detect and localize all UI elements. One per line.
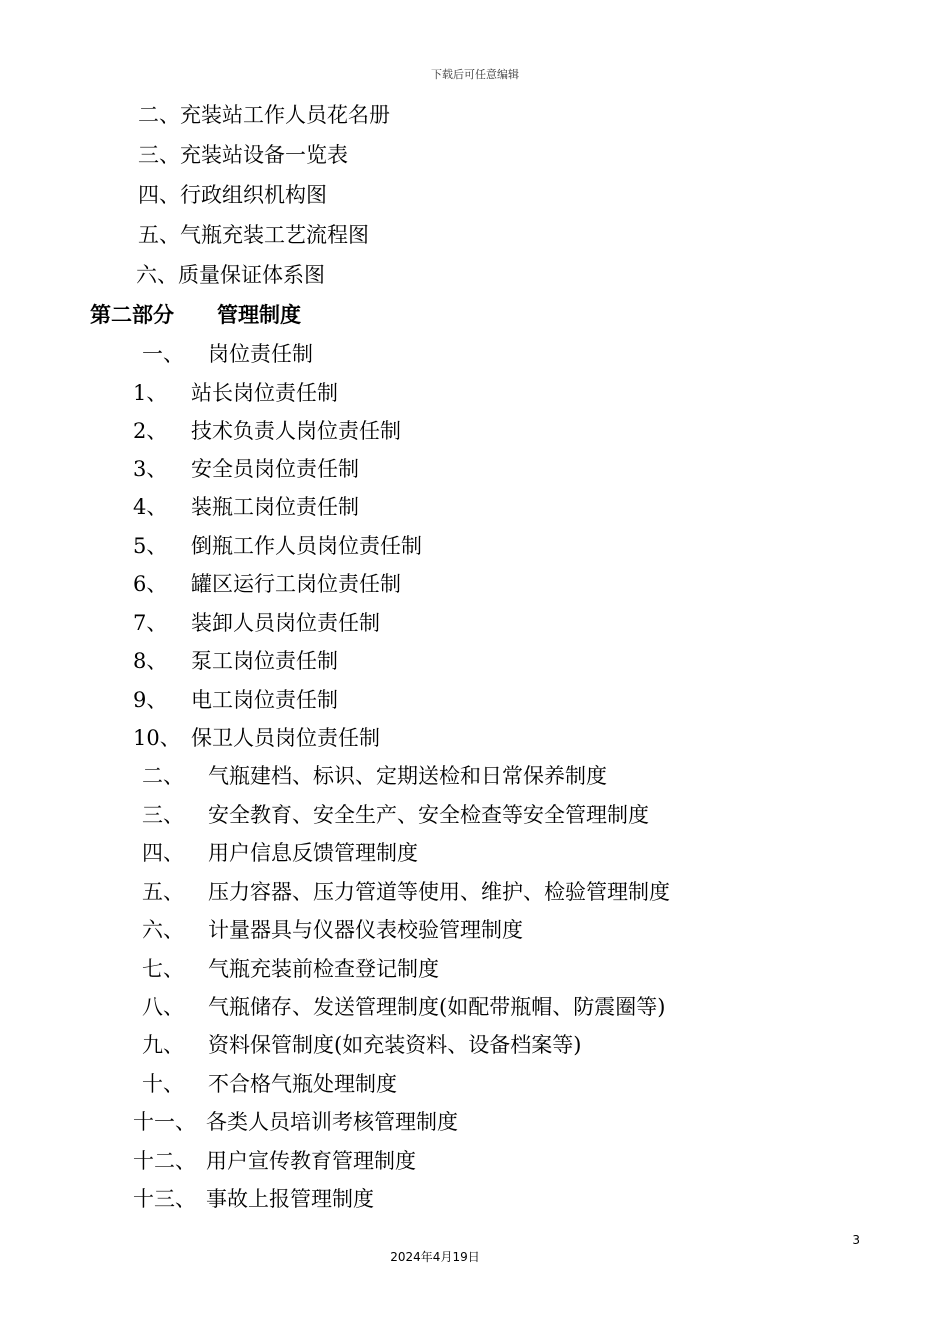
section-number: 五、 — [142, 880, 184, 904]
list-item: 五、气瓶充装工艺流程图 — [138, 223, 369, 247]
section-text: 用户信息反馈管理制度 — [208, 841, 418, 865]
section-number: 十一、 — [133, 1110, 196, 1134]
item-number: 2、 — [133, 419, 168, 443]
list-item — [133, 687, 338, 713]
section-item — [142, 802, 649, 828]
section-text: 事故上报管理制度 — [206, 1187, 374, 1211]
section-text: 各类人员培训考核管理制度 — [206, 1110, 458, 1134]
item-text: 倒瓶工作人员岗位责任制 — [191, 534, 422, 558]
list-item — [133, 648, 338, 674]
section-item — [142, 1071, 397, 1097]
item-number: 3、 — [133, 457, 168, 481]
section-text: 计量器具与仪器仪表校验管理制度 — [208, 918, 523, 942]
section-number: 六、 — [142, 918, 184, 942]
item-text: 技术负责人岗位责任制 — [191, 419, 401, 443]
section-text: 不合格气瓶处理制度 — [208, 1072, 397, 1096]
list-item — [133, 533, 422, 559]
list-item — [133, 494, 359, 520]
item-number: 7、 — [133, 611, 168, 635]
section-number: 四、 — [142, 841, 184, 865]
item-number: 9、 — [133, 688, 168, 712]
list-item — [133, 571, 401, 597]
item-number: 1、 — [133, 381, 168, 405]
item-text: 泵工岗位责任制 — [191, 649, 338, 673]
item-number: 8、 — [133, 649, 168, 673]
list-item: 四、行政组织机构图 — [138, 183, 327, 207]
part-title: 管理制度 — [217, 303, 301, 327]
section-item — [133, 1186, 374, 1212]
section-text: 资料保管制度(如充装资料、设备档案等) — [208, 1033, 582, 1057]
section-heading — [142, 341, 313, 367]
part-number: 第二部分 — [90, 303, 174, 327]
item-text: 装瓶工岗位责任制 — [191, 495, 359, 519]
section-number: 二、 — [142, 764, 184, 788]
item-number: 5、 — [133, 534, 168, 558]
page-number: 3 — [852, 1233, 860, 1247]
item-text: 罐区运行工岗位责任制 — [191, 572, 401, 596]
list-item: 二、充装站工作人员花名册 — [138, 103, 390, 127]
section-item — [142, 840, 418, 866]
section-number: 十三、 — [133, 1187, 196, 1211]
section-item — [142, 763, 607, 789]
section-text: 安全教育、安全生产、安全检查等安全管理制度 — [208, 803, 649, 827]
item-text: 站长岗位责任制 — [191, 381, 338, 405]
list-item — [133, 725, 380, 751]
footer-date: 2024年4月19日 — [390, 1250, 480, 1264]
section-text: 气瓶充装前检查登记制度 — [208, 957, 439, 981]
list-item — [133, 380, 338, 406]
section-item — [133, 1109, 458, 1135]
section-number: 十二、 — [133, 1149, 196, 1173]
list-item: 三、充装站设备一览表 — [138, 143, 348, 167]
section-text: 用户宣传教育管理制度 — [206, 1149, 416, 1173]
item-number: 10、 — [133, 726, 181, 750]
section-number: 十、 — [142, 1072, 184, 1096]
section-item — [142, 994, 665, 1020]
section-text: 气瓶建档、标识、定期送检和日常保养制度 — [208, 764, 607, 788]
section-number: 七、 — [142, 957, 184, 981]
section-number: 八、 — [142, 995, 184, 1019]
section-item — [142, 956, 439, 982]
part-heading — [90, 302, 301, 328]
section-number: 三、 — [142, 803, 184, 827]
section-item — [142, 917, 523, 943]
item-text: 装卸人员岗位责任制 — [191, 611, 380, 635]
list-item — [133, 610, 380, 636]
section-title: 岗位责任制 — [208, 342, 313, 366]
list-item — [133, 456, 359, 482]
item-text: 安全员岗位责任制 — [191, 457, 359, 481]
section-item — [142, 879, 670, 905]
item-text: 电工岗位责任制 — [191, 688, 338, 712]
section-number: 一、 — [142, 342, 184, 366]
section-item — [133, 1148, 416, 1174]
section-text: 压力容器、压力管道等使用、维护、检验管理制度 — [208, 880, 670, 904]
section-number: 九、 — [142, 1033, 184, 1057]
item-number: 6、 — [133, 572, 168, 596]
list-item — [133, 418, 401, 444]
item-text: 保卫人员岗位责任制 — [191, 726, 380, 750]
item-number: 4、 — [133, 495, 168, 519]
header-note: 下载后可任意编辑 — [431, 68, 519, 81]
section-text: 气瓶储存、发送管理制度(如配带瓶帽、防震圈等) — [208, 995, 666, 1019]
list-item: 六、质量保证体系图 — [136, 263, 325, 287]
section-item — [142, 1032, 581, 1058]
